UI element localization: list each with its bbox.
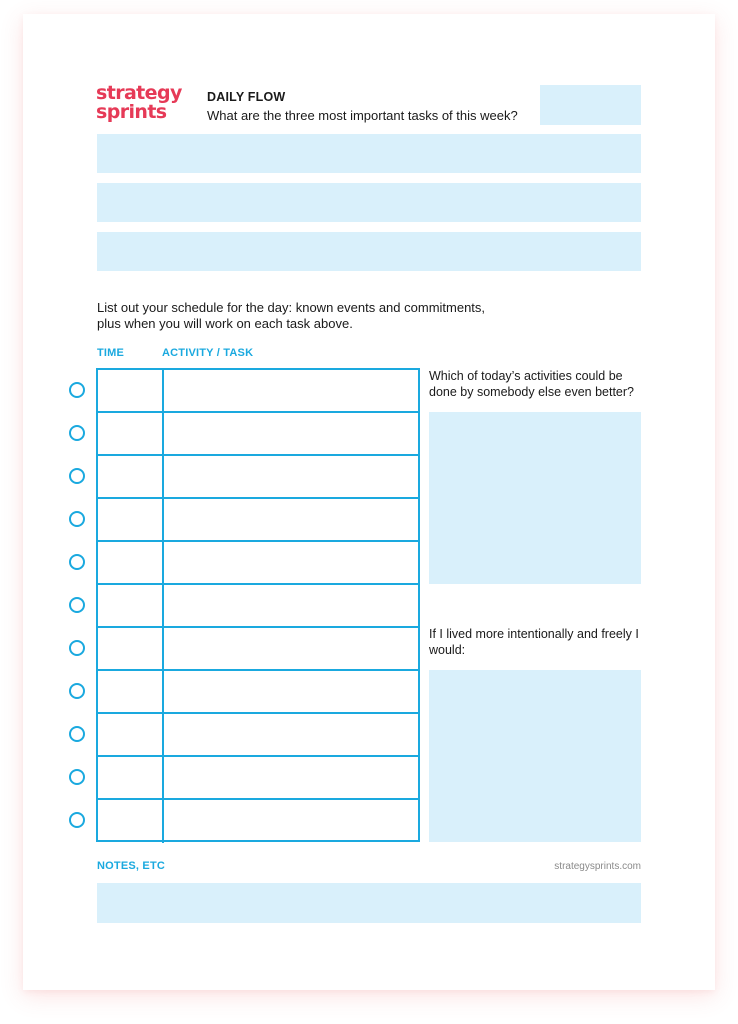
schedule-row[interactable] xyxy=(98,714,418,757)
schedule-row[interactable] xyxy=(98,542,418,585)
schedule-intro xyxy=(97,300,537,332)
schedule-table xyxy=(96,368,420,842)
schedule-row[interactable] xyxy=(98,628,418,671)
delegate-question: Which of today’s activities could be done by somebody else even better? xyxy=(429,369,634,399)
column-divider xyxy=(162,714,164,755)
checkbox-circle[interactable] xyxy=(69,683,85,699)
intention-answer-field[interactable] xyxy=(429,670,641,842)
column-divider xyxy=(162,413,164,454)
checkbox-circle[interactable] xyxy=(69,511,85,527)
task-field-2[interactable] xyxy=(97,183,641,222)
checkbox-circle[interactable] xyxy=(69,382,85,398)
checkbox-circle[interactable] xyxy=(69,425,85,441)
strategy-sprints-logo xyxy=(96,84,186,122)
date-field[interactable] xyxy=(540,85,641,125)
checkbox-circle[interactable] xyxy=(69,640,85,656)
column-divider xyxy=(162,499,164,540)
schedule-row[interactable] xyxy=(98,413,418,456)
schedule-row[interactable] xyxy=(98,757,418,800)
time-column-header: TIME xyxy=(97,347,125,359)
delegate-answer-field[interactable] xyxy=(429,412,641,584)
notes-label: NOTES, ETC xyxy=(97,860,166,872)
schedule-row[interactable] xyxy=(98,499,418,542)
logo-line-2: sprints xyxy=(96,101,167,123)
activity-column-header: ACTIVITY / TASK xyxy=(162,347,254,359)
notes-field[interactable] xyxy=(97,883,641,923)
column-divider xyxy=(162,671,164,712)
schedule-row[interactable] xyxy=(98,671,418,714)
checkbox-circle[interactable] xyxy=(69,597,85,613)
column-divider xyxy=(162,542,164,583)
schedule-row[interactable] xyxy=(98,585,418,628)
checkbox-circle[interactable] xyxy=(69,726,85,742)
schedule-row[interactable] xyxy=(98,800,418,843)
column-divider xyxy=(162,370,164,411)
schedule-intro-line-1: List out your schedule for the day: known events and commitments, xyxy=(97,300,486,315)
schedule-intro-line-2: plus when you will work on each task above. xyxy=(97,316,353,331)
task-field-1[interactable] xyxy=(97,134,641,173)
checkbox-circle[interactable] xyxy=(69,554,85,570)
column-divider xyxy=(162,585,164,626)
checkbox-circle[interactable] xyxy=(69,812,85,828)
top-tasks-question: What are the three most important tasks of this week? xyxy=(207,108,518,123)
schedule-row[interactable] xyxy=(98,370,418,413)
task-field-3[interactable] xyxy=(97,232,641,271)
column-divider xyxy=(162,628,164,669)
column-divider xyxy=(162,757,164,798)
logo-line-1: strategy xyxy=(96,82,182,104)
checkbox-circle[interactable] xyxy=(69,468,85,484)
schedule-row[interactable] xyxy=(98,456,418,499)
column-divider xyxy=(162,800,164,843)
page-title: DAILY FLOW xyxy=(207,90,286,104)
footer-url: strategysprints.com xyxy=(554,861,641,872)
column-divider xyxy=(162,456,164,497)
intention-question: If I lived more intentionally and freely I would: xyxy=(429,627,639,657)
checkbox-circle[interactable] xyxy=(69,769,85,785)
